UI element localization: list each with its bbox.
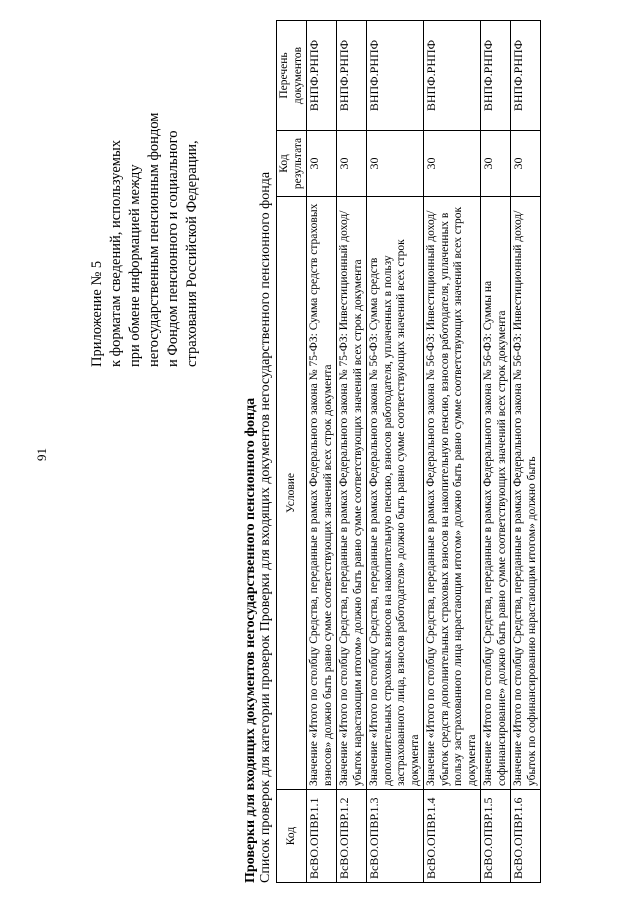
document-list: ВНПФ.РНПФ: [481, 21, 511, 131]
page-number: 91: [34, 448, 49, 461]
check-code: ВсВО.ОПВР.1.5: [481, 790, 511, 883]
header-code: Код: [277, 790, 307, 883]
document-list: ВНПФ.РНПФ: [307, 21, 337, 131]
document-list: ВНПФ.РНПФ: [367, 21, 424, 131]
check-code: ВсВО.ОПВР.1.3: [367, 790, 424, 883]
checks-table: [276, 20, 541, 883]
result-code: 30: [481, 131, 511, 197]
section-title: Проверки для входящих документов негосударственного пенсионного фонда: [243, 397, 258, 883]
appendix-line: страхования Российской Федерации,: [184, 140, 200, 367]
appendix-line: и Фондом пенсионного и социального: [165, 130, 181, 367]
check-condition: Значение «Итого по столбцу Средства, переданные в рамках Федерального закона № 75-ФЗ: Сумма средств страховых взносов» должно быть равно сумме соответствующих значений всех строк документа: [307, 197, 337, 790]
result-code: 30: [511, 131, 541, 197]
table-row: [481, 21, 511, 883]
appendix-line: негосударственным пенсионным фондом: [146, 112, 162, 367]
check-code: ВсВО.ОПВР.1.1: [307, 790, 337, 883]
table-row: [424, 21, 481, 883]
document-list: ВНПФ.РНПФ: [424, 21, 481, 131]
header-result: Код результата: [277, 131, 307, 197]
table-row: [367, 21, 424, 883]
table-row: [511, 21, 541, 883]
check-condition: Значение «Итого по столбцу Средства, переданные в рамках Федерального закона № 56-ФЗ: Инвестиционный доход/ убыток средств дополнительных страховых взносов на накопительную пенсию, взносов работодателя, уплаченных в пользу застрахованного лица нарастающим итогом» должно быть равно сумме соответствующих значений всех строк документа: [424, 197, 481, 790]
document-list: ВНПФ.РНПФ: [337, 21, 367, 131]
result-code: 30: [337, 131, 367, 197]
check-code: ВсВО.ОПВР.1.6: [511, 790, 541, 883]
table-row: [337, 21, 367, 883]
result-code: 30: [424, 131, 481, 197]
result-code: 30: [367, 131, 424, 197]
check-condition: Значение «Итого по столбцу Средства, переданные в рамках Федерального закона № 75-ФЗ: Инвестиционный доход/убыток нарастающим итогом» должно быть равно сумме соответствующих значений всех строк документа: [337, 197, 367, 790]
header-docs: Перечень документов: [277, 21, 307, 131]
result-code: 30: [307, 131, 337, 197]
header-condition: Условие: [277, 197, 307, 790]
appendix-line: к форматам сведений, используемых: [108, 140, 124, 367]
appendix-line: Приложение № 5: [89, 260, 105, 367]
appendix-line: при обмене информацией между: [127, 164, 143, 367]
check-condition: Значение «Итого по столбцу Средства, переданные в рамках Федерального закона № 56-ФЗ: Суммы на софинансирование» должно быть равно сумме соответствующих значений всех строк документа: [481, 197, 511, 790]
table-header-row: [277, 21, 307, 883]
list-title: Список проверок для категории проверок Проверки для входящих документов негосударственного пенсионного фонда: [258, 171, 273, 883]
table-row: [307, 21, 337, 883]
appendix-header: [88, 17, 202, 367]
check-condition: Значение «Итого по столбцу Средства, переданные в рамках Федерального закона № 56-ФЗ: Инвестиционный доход/ убыток по софинансированию нарастающим итогом» должно быть: [511, 197, 541, 790]
document-list: ВНПФ.РНПФ: [511, 21, 541, 131]
check-code: ВсВО.ОПВР.1.2: [337, 790, 367, 883]
check-code: ВсВО.ОПВР.1.4: [424, 790, 481, 883]
check-condition: Значение «Итого по столбцу Средства, переданные в рамках Федерального закона № 56-ФЗ: Сумма средств дополнительных страховых взносов на накопительную пенсию, взносов работодателя, уплаченных в пользу застрахованного лица, взносов работодателя» должно быть равно сумме соответствующих значений всех строк документа: [367, 197, 424, 790]
